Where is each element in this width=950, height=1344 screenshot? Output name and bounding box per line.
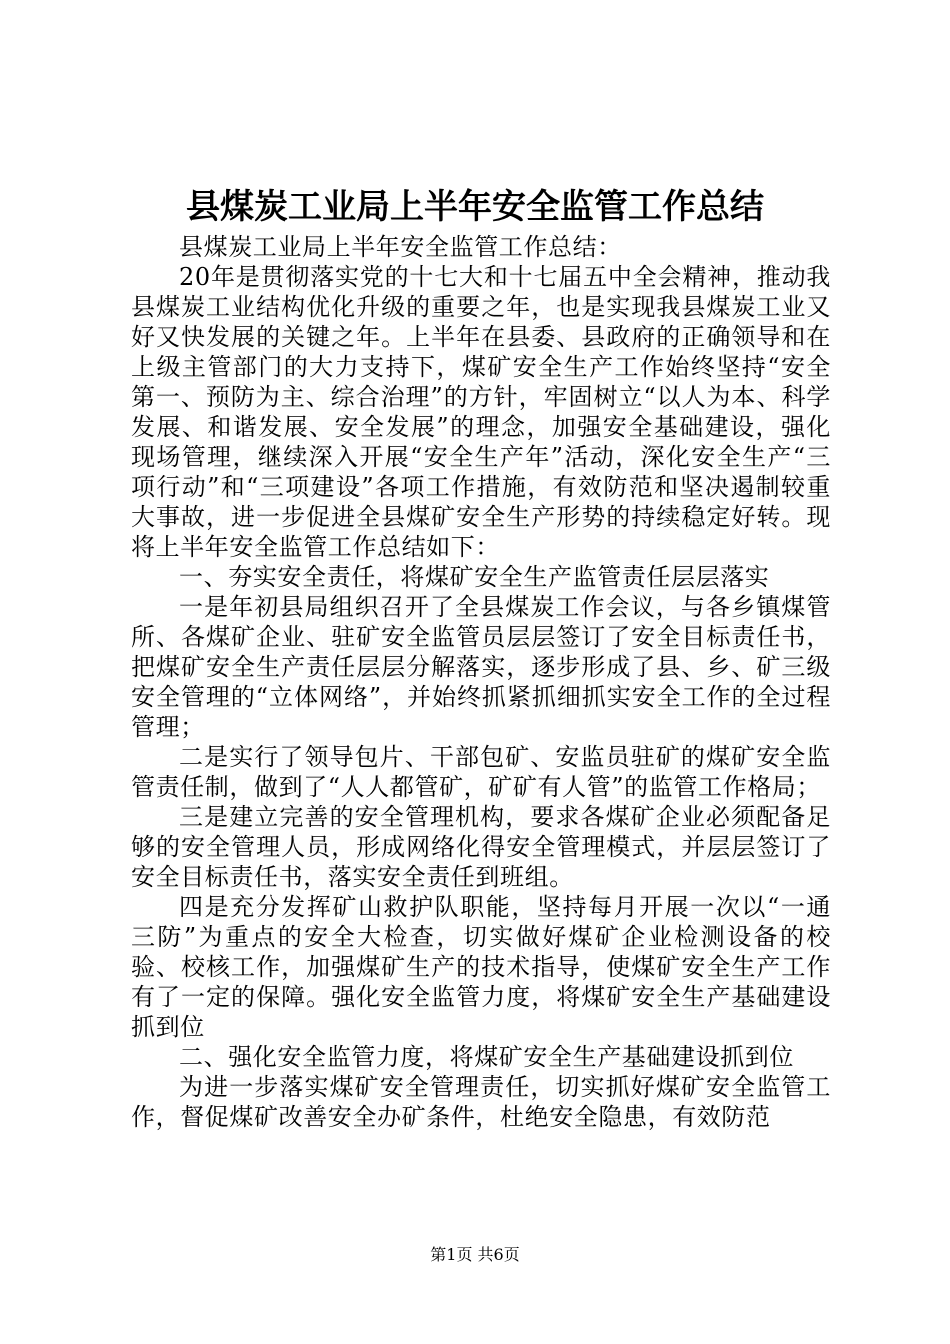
section-heading-1: 一、夯实安全责任，将煤矿安全生产监管责任层层落实: [179, 563, 770, 591]
paragraph-overview: 20年是贯彻落实党的十七大和十七届五中全会精神，推动我县煤炭工业结构优化升级的重要之年，也是实现我县煤炭工业又好又快发展的关键之年。上半年在县委、县政府的正确领导和在上级主管部门的大力支持下，煤矿安全生产工作始终坚持“安全第一、预防为主、综合治理”的方针，牢固树立“以人为本、科学发展、和谐发展、安全发展”的理念，加强安全基础建设，强化现场管理，继续深入开展“安全生产年”活动，深化安全生产“三项行动”和“三项建设”各项工作措施，有效防范和坚决遏制较重大事故，进一步促进全县煤矿安全生产形势的持续稳定好转。现将上半年安全监管工作总结如下：: [131, 263, 831, 561]
page-footer: 第1页 共6页: [430, 1245, 520, 1264]
document-body: [131, 232, 831, 1132]
section-heading-2: 二、强化安全监管力度，将煤矿安全生产基础建设抓到位: [179, 1043, 794, 1071]
paragraph-item-4: 四是充分发挥矿山救护队职能，坚持每月开展一次以“一通三防”为重点的安全大检查，切实做好煤矿企业检测设备的校验、校核工作，加强煤矿生产的技术指导，使煤矿安全生产工作有了一定的保障。强化安全监管力度，将煤矿安全生产基础建设抓到位: [131, 893, 831, 1041]
paragraph-item-1: 一是年初县局组织召开了全县煤炭工作会议，与各乡镇煤管所、各煤矿企业、驻矿安全监管员层层签订了安全目标责任书，把煤矿安全生产责任层层分解落实，逐步形成了县、乡、矿三级安全管理的“立体网络”，并始终抓紧抓细抓实安全工作的全过程管理；: [131, 593, 831, 741]
paragraph-section-2: 为进一步落实煤矿安全管理责任，切实抓好煤矿安全监管工作，督促煤矿改善安全办矿条件，杜绝安全隐患，有效防范: [131, 1073, 831, 1131]
paragraph-intro: 县煤炭工业局上半年安全监管工作总结：: [179, 233, 622, 261]
paragraph-item-2: 二是实行了领导包片、干部包矿、安监员驻矿的煤矿安全监管责任制，做到了“人人都管矿，矿矿有人管”的监管工作格局；: [131, 743, 831, 801]
paragraph-item-3: 三是建立完善的安全管理机构，要求各煤矿企业必须配备足够的安全管理人员，形成网络化得安全管理模式，并层层签订了安全目标责任书，落实安全责任到班组。: [131, 803, 831, 891]
document-title: 县煤炭工业局上半年安全监管工作总结: [186, 187, 764, 227]
